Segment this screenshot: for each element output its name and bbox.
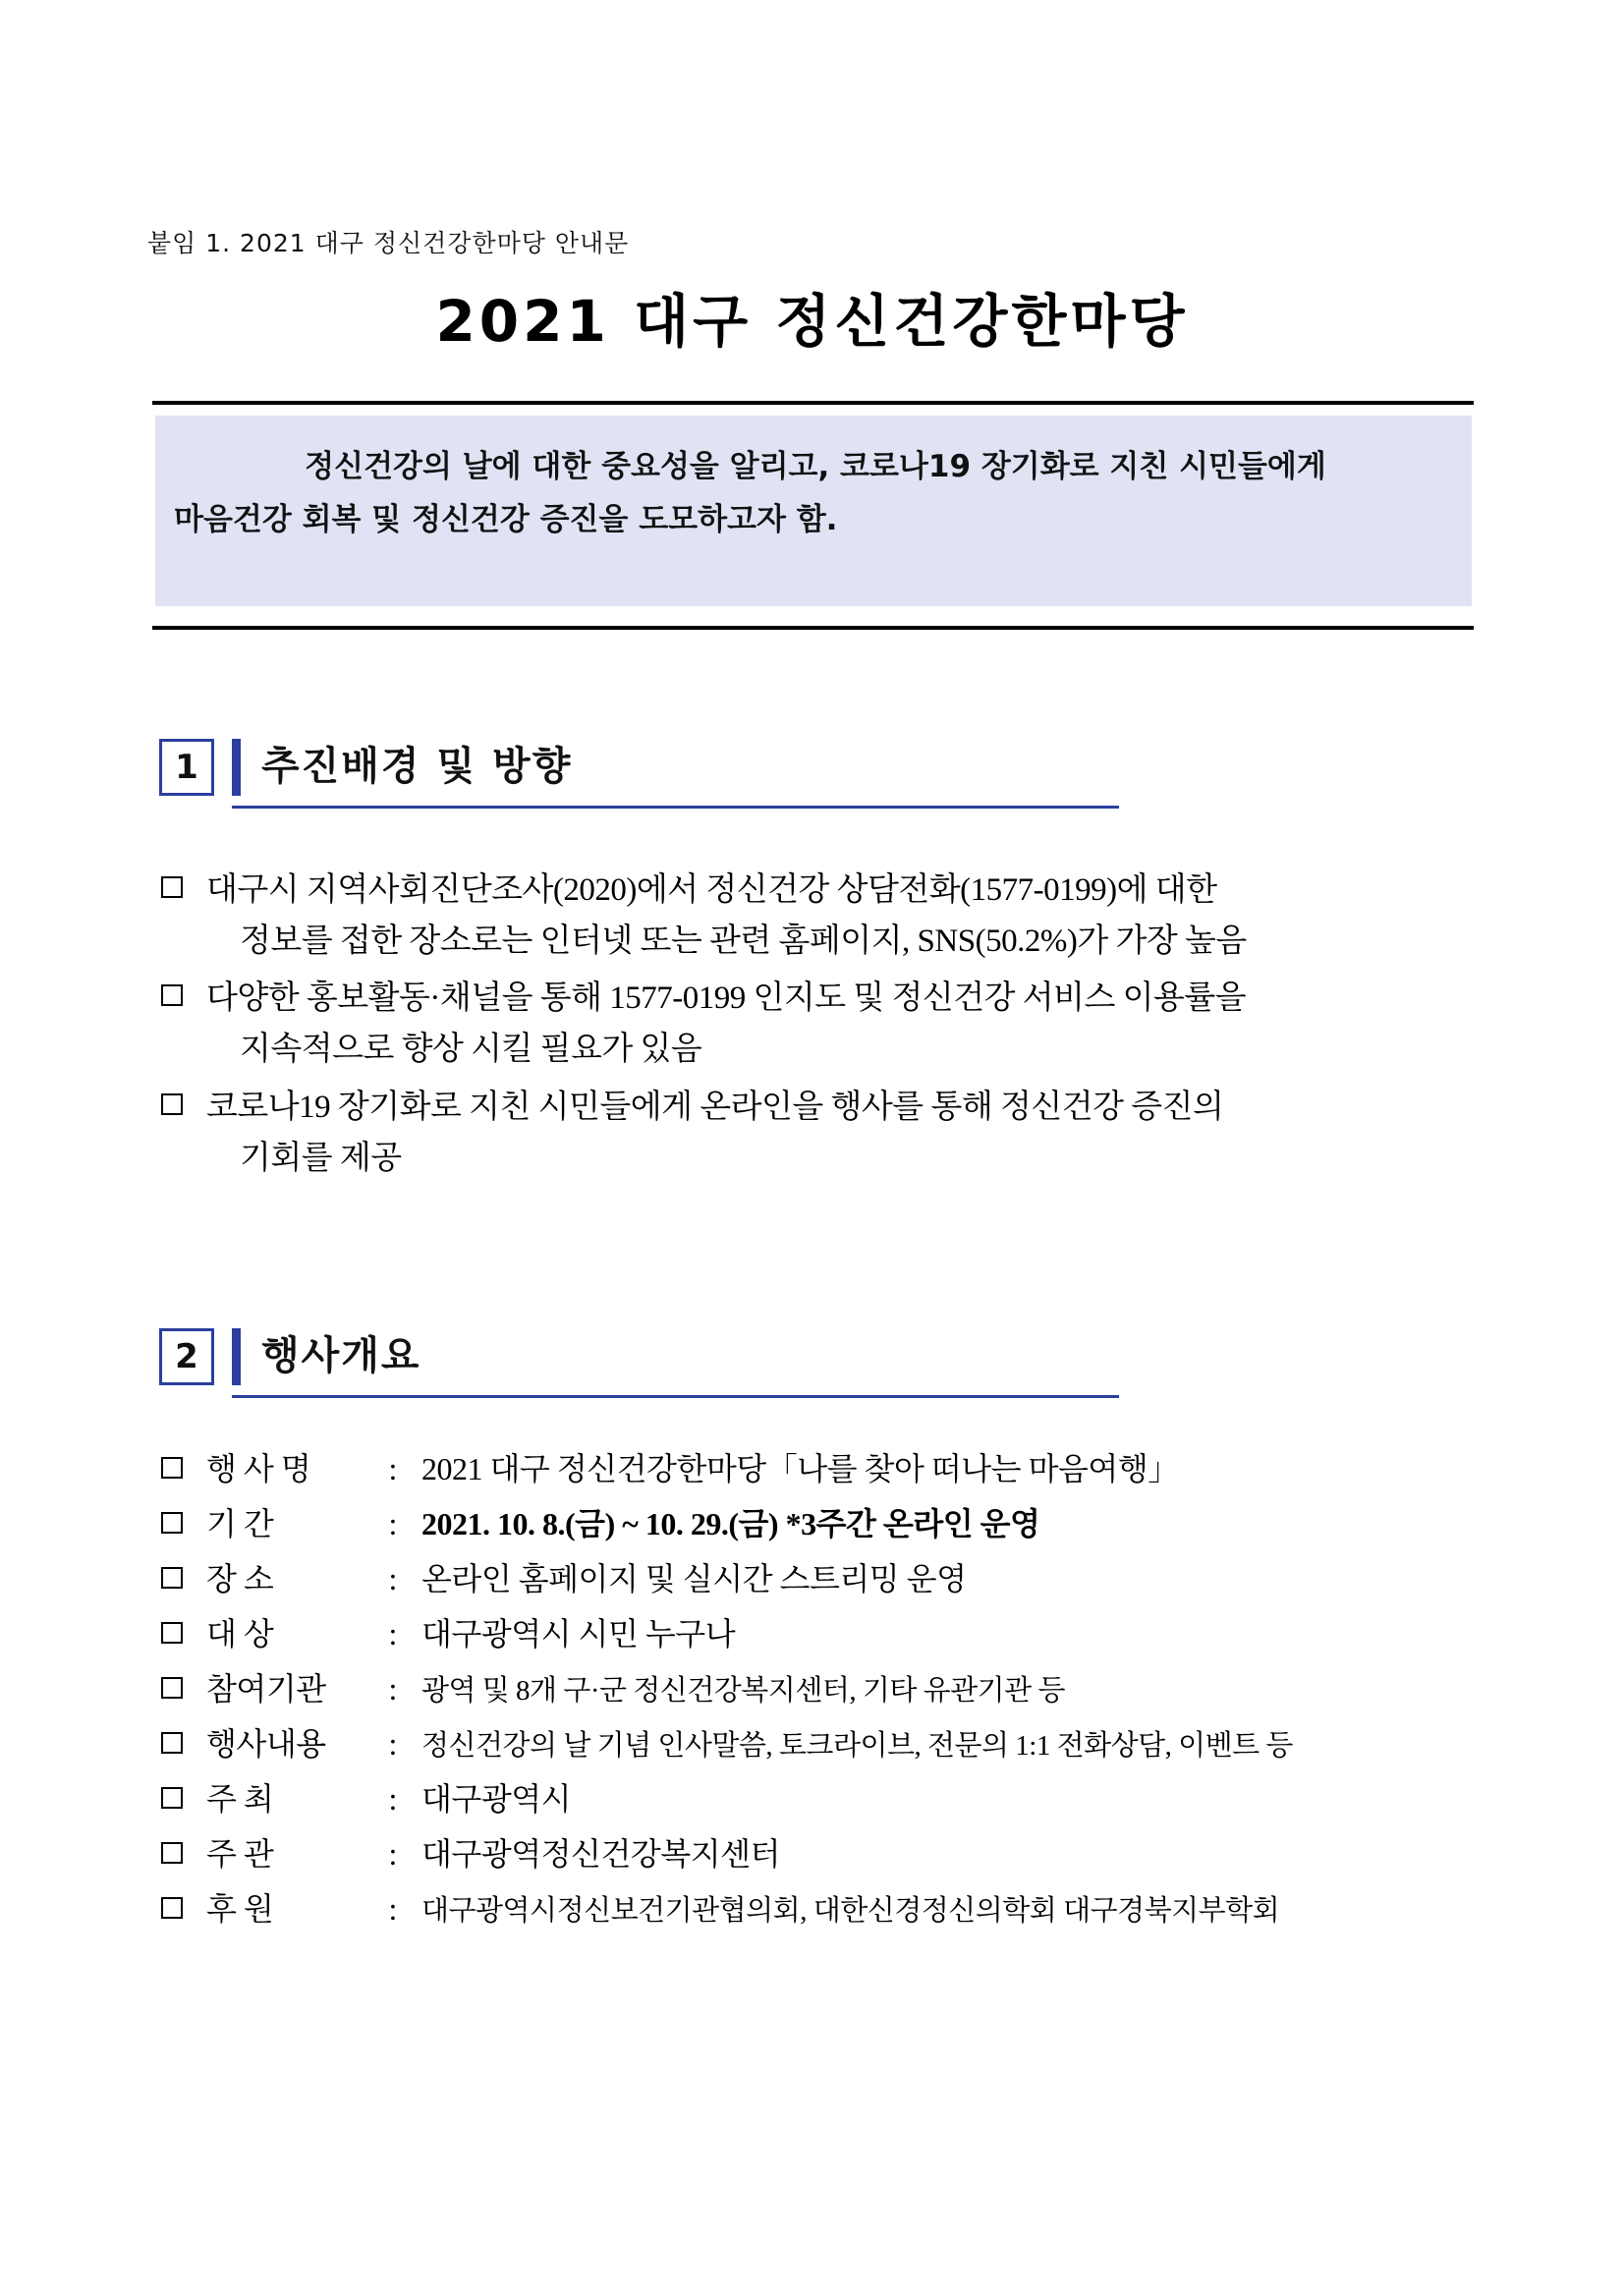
overview-label: 기 간 xyxy=(206,1506,274,1541)
overview-label: 행사내용 xyxy=(206,1726,326,1762)
overview-colon: : xyxy=(388,1836,397,1872)
checkbox-square-icon xyxy=(161,1093,183,1115)
section-title-1: 추진배경 및 방향 xyxy=(261,744,573,789)
overview-row xyxy=(155,1662,1491,1717)
attachment-label: 붙임 1. 2021 대구 정신건강한마당 안내문 xyxy=(147,229,630,257)
list-item-line-2: 정보를 접한 장소로는 인터넷 또는 관련 홈페이지, SNS(50.2%)가 가장 높음 xyxy=(240,924,1247,960)
list-item-line-1: 다양한 홍보활동·채널을 통해 1577-0199 인지도 및 정신건강 서비스 이용률을 xyxy=(206,980,1247,1017)
section-heading-2 xyxy=(159,1328,975,1393)
overview-row xyxy=(155,1552,1491,1607)
checkbox-square-icon xyxy=(161,1897,183,1919)
overview-colon: : xyxy=(388,1671,397,1707)
overview-colon: : xyxy=(388,1561,397,1596)
list-item-line-2: 기회를 제공 xyxy=(240,1140,402,1176)
overview-value: 온라인 홈페이지 및 실시간 스트리밍 운영 xyxy=(421,1561,967,1596)
overview-value: 대구광역시정신보건기관협의회, 대한신경정신의학회 대구경북지부학회 xyxy=(421,1895,1280,1927)
checkbox-square-icon xyxy=(161,1457,183,1479)
overview-colon: : xyxy=(388,1891,397,1927)
summary-text xyxy=(172,440,1459,547)
list-item-line-1: 대구시 지역사회진단조사(2020)에서 정신건강 상담전화(1577-0199)에 대한 xyxy=(206,872,1217,908)
overview-label: 행 사 명 xyxy=(206,1451,311,1486)
overview-colon: : xyxy=(388,1451,397,1486)
overview-label: 주 최 xyxy=(206,1781,274,1817)
overview-row xyxy=(155,1497,1491,1552)
checkbox-square-icon xyxy=(161,1787,183,1809)
section-number-2: 2 xyxy=(159,1328,214,1385)
overview-row xyxy=(155,1882,1491,1937)
overview-row xyxy=(155,1442,1491,1497)
section-title-2: 행사개요 xyxy=(261,1333,421,1378)
overview-value: 정신건강의 날 기념 인사말씀, 토크라이브, 전문의 1:1 전화상담, 이벤트 등 xyxy=(421,1730,1293,1762)
overview-value: 대구광역정신건강복지센터 xyxy=(421,1836,780,1872)
page-title: 2021 대구 정신건강한마당 xyxy=(435,288,1189,355)
list-item xyxy=(155,865,1477,967)
overview-label: 주 관 xyxy=(206,1836,274,1872)
overview-colon: : xyxy=(388,1726,397,1762)
overview-row xyxy=(155,1607,1491,1662)
checkbox-square-icon xyxy=(161,1677,183,1699)
section-number-1: 1 xyxy=(159,739,214,796)
checkbox-square-icon xyxy=(161,876,183,898)
overview-row xyxy=(155,1827,1491,1882)
overview-value: 대구광역시 xyxy=(421,1781,572,1817)
section-accent-bar-1 xyxy=(232,739,241,796)
overview-label: 참여기관 xyxy=(206,1671,326,1707)
checkbox-square-icon xyxy=(161,1842,183,1864)
overview-value: 광역 및 8개 구·군 정신건강복지센터, 기타 유관기관 등 xyxy=(421,1675,1065,1707)
overview-row xyxy=(155,1717,1491,1772)
overview-value: 2021 대구 정신건강한마당「나를 찾아 떠나는 마음여행」 xyxy=(421,1451,1179,1486)
checkbox-square-icon xyxy=(161,1622,183,1644)
overview-row xyxy=(155,1772,1491,1827)
summary-line-2: 마음건강 회복 및 정신건강 증진을 도모하고자 함. xyxy=(174,502,838,538)
overview-value: 2021. 10. 8.(금) ~ 10. 29.(금) *3주간 온라인 운영 xyxy=(421,1506,1040,1541)
section-underline-1 xyxy=(232,806,1119,809)
section-heading-1 xyxy=(159,739,975,804)
list-item-line-2: 지속적으로 향상 시킬 필요가 있음 xyxy=(240,1032,702,1068)
summary-line-1: 정신건강의 날에 대한 중요성을 알리고, 코로나19 장기화로 지친 시민들에게 xyxy=(305,449,1326,484)
list-item xyxy=(155,1082,1477,1184)
divider-top xyxy=(152,401,1474,405)
checkbox-square-icon xyxy=(161,1567,183,1589)
overview-colon: : xyxy=(388,1781,397,1817)
overview-colon: : xyxy=(388,1506,397,1541)
overview-label: 장 소 xyxy=(206,1561,274,1596)
section-accent-bar-2 xyxy=(232,1328,241,1385)
list-item xyxy=(155,973,1477,1075)
section-underline-2 xyxy=(232,1395,1119,1398)
overview-value: 대구광역시 시민 누구나 xyxy=(421,1616,736,1652)
checkbox-square-icon xyxy=(161,1732,183,1754)
background-list xyxy=(155,865,1477,1190)
overview-colon: : xyxy=(388,1616,397,1652)
overview-label: 후 원 xyxy=(206,1891,274,1927)
overview-label: 대 상 xyxy=(206,1616,274,1652)
overview-list xyxy=(155,1442,1491,1937)
divider-bottom xyxy=(152,626,1474,630)
checkbox-square-icon xyxy=(161,984,183,1006)
list-item-line-1: 코로나19 장기화로 지친 시민들에게 온라인을 행사를 통해 정신건강 증진의 xyxy=(206,1089,1224,1125)
checkbox-square-icon xyxy=(161,1512,183,1534)
